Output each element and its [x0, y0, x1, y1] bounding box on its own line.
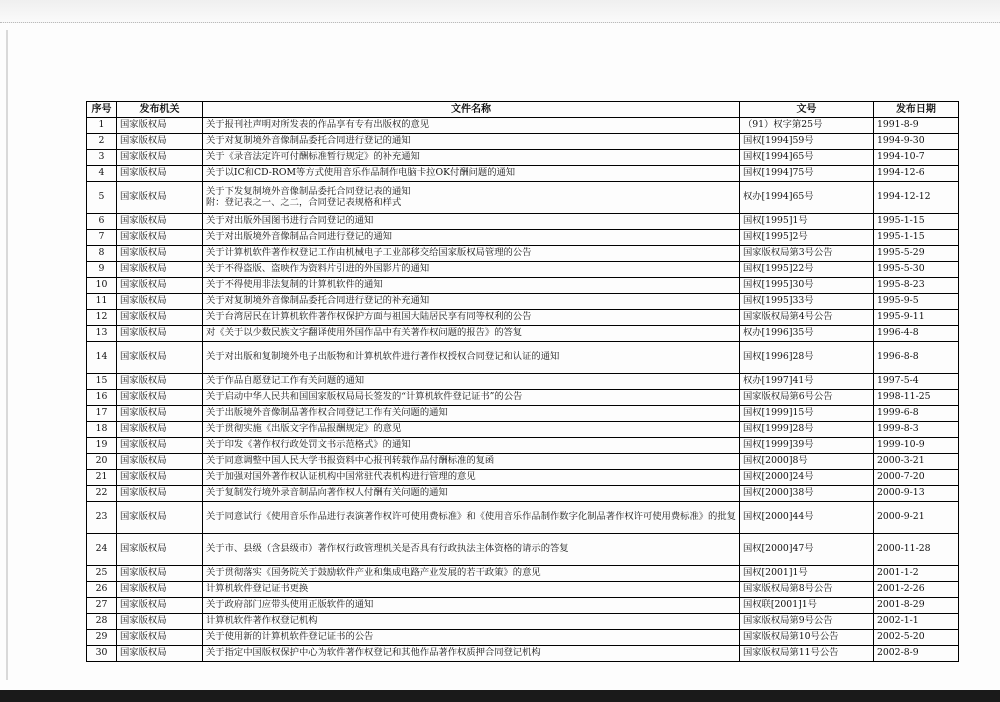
header-no: 序号	[87, 102, 117, 118]
cell-doc-no: 国权[1994]75号	[739, 166, 873, 182]
cell-title: 关于出版境外音像制品著作权合同登记工作有关问题的通知	[203, 406, 740, 422]
cell-title: 关于对出版境外音像制品合同进行登记的通知	[203, 230, 740, 246]
cell-issuer: 国家版权局	[117, 646, 203, 662]
cell-title: 关于启动中华人民共和国国家版权局局长签发的“计算机软件登记证书”的公告	[203, 390, 740, 406]
cell-issuer: 国家版权局	[117, 294, 203, 310]
cell-doc-no: 国权[2000]44号	[739, 502, 873, 534]
cell-no: 8	[87, 246, 117, 262]
cell-title: 关于《录音法定许可付酬标准暂行规定》的补充通知	[203, 150, 740, 166]
cell-issuer: 国家版权局	[117, 214, 203, 230]
cell-doc-no: 国权[1994]65号	[739, 150, 873, 166]
regulations-table	[86, 101, 959, 662]
cell-title: 关于加强对国外著作权认证机构中国常驻代表机构进行管理的意见	[203, 470, 740, 486]
cell-no: 2	[87, 134, 117, 150]
cell-date: 2001-2-26	[873, 582, 958, 598]
table-row	[87, 534, 959, 566]
table-row	[87, 598, 959, 614]
cell-title: 计算机软件登记证书更换	[203, 582, 740, 598]
cell-no: 25	[87, 566, 117, 582]
cell-date: 1996-4-8	[873, 326, 958, 342]
cell-date: 1995-1-15	[873, 214, 958, 230]
cell-doc-no: 国权[1996]28号	[739, 342, 873, 374]
cell-no: 16	[87, 390, 117, 406]
cell-issuer: 国家版权局	[117, 582, 203, 598]
cell-title: 关于对复制境外音像制品委托合同进行登记的补充通知	[203, 294, 740, 310]
table-row	[87, 214, 959, 230]
cell-doc-no: 国权[2000]24号	[739, 470, 873, 486]
cell-doc-no: 国家版权局第9号公告	[739, 614, 873, 630]
cell-doc-no: 国权[2000]47号	[739, 534, 873, 566]
cell-issuer: 国家版权局	[117, 166, 203, 182]
cell-title: 关于台湾居民在计算机软件著作权保护方面与祖国大陆居民享有同等权利的公告	[203, 310, 740, 326]
cell-doc-no: 国权[1999]39号	[739, 438, 873, 454]
cell-title: 计算机软件著作权登记机构	[203, 614, 740, 630]
cell-doc-no: 国家版权局第3号公告	[739, 246, 873, 262]
table-row	[87, 134, 959, 150]
cell-date: 1994-10-7	[873, 150, 958, 166]
cell-issuer: 国家版权局	[117, 390, 203, 406]
cell-date: 1999-10-9	[873, 438, 958, 454]
cell-issuer: 国家版权局	[117, 454, 203, 470]
cell-doc-no: 国权[2001]1号	[739, 566, 873, 582]
cell-issuer: 国家版权局	[117, 246, 203, 262]
cell-doc-no: 国权[1995]1号	[739, 214, 873, 230]
cell-title: 关于印发《著作权行政处罚文书示范格式》的通知	[203, 438, 740, 454]
table-row	[87, 118, 959, 134]
header-date: 发布日期	[873, 102, 958, 118]
cell-doc-no: 权办[1994]65号	[739, 182, 873, 214]
table-row	[87, 566, 959, 582]
cell-doc-no: 国家版权局第10号公告	[739, 630, 873, 646]
cell-no: 17	[87, 406, 117, 422]
table-row	[87, 374, 959, 390]
cell-issuer: 国家版权局	[117, 614, 203, 630]
cell-no: 11	[87, 294, 117, 310]
cell-issuer: 国家版权局	[117, 326, 203, 342]
cell-title: 关于报刊社声明对所发表的作品享有专有出版权的意见	[203, 118, 740, 134]
cell-date: 2000-3-21	[873, 454, 958, 470]
table-row	[87, 278, 959, 294]
cell-no: 19	[87, 438, 117, 454]
cell-date: 2000-9-21	[873, 502, 958, 534]
cell-issuer: 国家版权局	[117, 310, 203, 326]
cell-title: 关于贯彻落实《国务院关于鼓励软件产业和集成电路产业发展的若干政策》的意见	[203, 566, 740, 582]
cell-date: 2002-1-1	[873, 614, 958, 630]
cell-issuer: 国家版权局	[117, 630, 203, 646]
table-row	[87, 310, 959, 326]
table-row	[87, 486, 959, 502]
cell-issuer: 国家版权局	[117, 262, 203, 278]
cell-issuer: 国家版权局	[117, 374, 203, 390]
cell-title: 关于对复制境外音像制品委托合同进行登记的通知	[203, 134, 740, 150]
cell-date: 1995-5-29	[873, 246, 958, 262]
cell-doc-no: 国权[1999]15号	[739, 406, 873, 422]
table-row	[87, 150, 959, 166]
cell-issuer: 国家版权局	[117, 278, 203, 294]
cell-doc-no: 权办[1996]35号	[739, 326, 873, 342]
cell-doc-no: 国家版权局第8号公告	[739, 582, 873, 598]
cell-doc-no: 国家版权局第4号公告	[739, 310, 873, 326]
cell-title: 关于下发复制境外音像制品委托合同登记表的通知 附：登记表之一、之二，合同登记表规格和样式	[203, 182, 740, 214]
table-row	[87, 230, 959, 246]
cell-no: 10	[87, 278, 117, 294]
cell-no: 6	[87, 214, 117, 230]
cell-title: 关于同意试行《使用音乐作品进行表演著作权许可使用费标准》和《使用音乐作品制作数字化制品著作权许可使用费标准》的批复	[203, 502, 740, 534]
table-header-row	[87, 102, 959, 118]
cell-date: 2002-5-20	[873, 630, 958, 646]
cell-doc-no: 国权[1995]22号	[739, 262, 873, 278]
cell-date: 1994-12-12	[873, 182, 958, 214]
cell-doc-no: 国权[1995]2号	[739, 230, 873, 246]
table-row	[87, 470, 959, 486]
cell-no: 14	[87, 342, 117, 374]
cell-date: 1995-1-15	[873, 230, 958, 246]
cell-doc-no: 国权[2000]8号	[739, 454, 873, 470]
cell-no: 4	[87, 166, 117, 182]
table-body	[87, 118, 959, 662]
header-title: 文件名称	[203, 102, 740, 118]
cell-issuer: 国家版权局	[117, 150, 203, 166]
cell-issuer: 国家版权局	[117, 470, 203, 486]
table-row	[87, 182, 959, 214]
cell-title: 关于使用新的计算机软件登记证书的公告	[203, 630, 740, 646]
cell-issuer: 国家版权局	[117, 118, 203, 134]
cell-no: 24	[87, 534, 117, 566]
table-row	[87, 614, 959, 630]
cell-doc-no: 国权[1994]59号	[739, 134, 873, 150]
table-row	[87, 390, 959, 406]
cell-issuer: 国家版权局	[117, 438, 203, 454]
cell-issuer: 国家版权局	[117, 134, 203, 150]
cell-title: 关于贯彻实施《出版文字作品报酬规定》的意见	[203, 422, 740, 438]
cell-title: 关于市、县级（含县级市）著作权行政管理机关是否具有行政执法主体资格的请示的答复	[203, 534, 740, 566]
cell-no: 12	[87, 310, 117, 326]
cell-issuer: 国家版权局	[117, 342, 203, 374]
cell-issuer: 国家版权局	[117, 422, 203, 438]
cell-issuer: 国家版权局	[117, 230, 203, 246]
cell-issuer: 国家版权局	[117, 502, 203, 534]
cell-issuer: 国家版权局	[117, 534, 203, 566]
scan-edge-left	[6, 30, 8, 680]
cell-no: 7	[87, 230, 117, 246]
cell-date: 2000-7-20	[873, 470, 958, 486]
table-row	[87, 454, 959, 470]
cell-date: 1997-5-4	[873, 374, 958, 390]
table-row	[87, 294, 959, 310]
table-row	[87, 342, 959, 374]
cell-issuer: 国家版权局	[117, 486, 203, 502]
cell-title: 关于不得使用非法复制的计算机软件的通知	[203, 278, 740, 294]
cell-issuer: 国家版权局	[117, 406, 203, 422]
cell-no: 22	[87, 486, 117, 502]
table-row	[87, 646, 959, 662]
cell-title: 关于对出版和复制境外电子出版物和计算机软件进行著作权授权合同登记和认证的通知	[203, 342, 740, 374]
cell-title: 关于不得盗版、盗映作为资料片引进的外国影片的通知	[203, 262, 740, 278]
cell-date: 1999-8-3	[873, 422, 958, 438]
cell-issuer: 国家版权局	[117, 598, 203, 614]
cell-title: 关于政府部门应带头使用正版软件的通知	[203, 598, 740, 614]
cell-no: 3	[87, 150, 117, 166]
cell-no: 9	[87, 262, 117, 278]
cell-doc-no: 国家版权局第6号公告	[739, 390, 873, 406]
table-row	[87, 262, 959, 278]
table-row	[87, 422, 959, 438]
cell-title: 关于对出版外国图书进行合同登记的通知	[203, 214, 740, 230]
cell-no: 1	[87, 118, 117, 134]
cell-no: 23	[87, 502, 117, 534]
cell-doc-no: 国权[1995]33号	[739, 294, 873, 310]
cell-doc-no: 权办[1997]41号	[739, 374, 873, 390]
table-row	[87, 630, 959, 646]
cell-title: 关于以IC和CD-ROM等方式使用音乐作品制作电脑卡拉OK付酬问题的通知	[203, 166, 740, 182]
cell-doc-no: 国家版权局第11号公告	[739, 646, 873, 662]
cell-no: 28	[87, 614, 117, 630]
header-doc-no: 文号	[739, 102, 873, 118]
cell-date: 1996-8-8	[873, 342, 958, 374]
cell-title: 对《关于以少数民族文字翻译使用外国作品中有关著作权问题的报告》的答复	[203, 326, 740, 342]
cell-doc-no: 国权[1999]28号	[739, 422, 873, 438]
cell-date: 2001-8-29	[873, 598, 958, 614]
cell-date: 1995-9-11	[873, 310, 958, 326]
cell-date: 1995-5-30	[873, 262, 958, 278]
cell-no: 18	[87, 422, 117, 438]
cell-no: 5	[87, 182, 117, 214]
cell-date: 2002-8-9	[873, 646, 958, 662]
cell-title: 关于复制发行境外录音制品向著作权人付酬有关问题的通知	[203, 486, 740, 502]
cell-doc-no: 国权联[2001]1号	[739, 598, 873, 614]
cell-date: 2000-9-13	[873, 486, 958, 502]
cell-title: 关于作品自愿登记工作有关问题的通知	[203, 374, 740, 390]
cell-no: 29	[87, 630, 117, 646]
table-row	[87, 406, 959, 422]
header-issuer: 发布机关	[117, 102, 203, 118]
cell-issuer: 国家版权局	[117, 566, 203, 582]
table-row	[87, 438, 959, 454]
table-row	[87, 326, 959, 342]
cell-date: 1994-12-6	[873, 166, 958, 182]
scan-margin-top	[0, 0, 1000, 23]
cell-date: 1995-8-23	[873, 278, 958, 294]
table-row	[87, 502, 959, 534]
cell-date: 1991-8-9	[873, 118, 958, 134]
cell-no: 26	[87, 582, 117, 598]
cell-no: 27	[87, 598, 117, 614]
cell-date: 1995-9-5	[873, 294, 958, 310]
cell-date: 2000-11-28	[873, 534, 958, 566]
cell-doc-no: 国权[2000]38号	[739, 486, 873, 502]
cell-no: 15	[87, 374, 117, 390]
scan-margin-bottom	[0, 690, 1000, 702]
cell-no: 30	[87, 646, 117, 662]
cell-no: 21	[87, 470, 117, 486]
cell-title: 关于计算机软件著作权登记工作由机械电子工业部移交给国家版权局管理的公告	[203, 246, 740, 262]
cell-doc-no: （91）权字第25号	[739, 118, 873, 134]
table-row	[87, 166, 959, 182]
cell-issuer: 国家版权局	[117, 182, 203, 214]
cell-date: 1994-9-30	[873, 134, 958, 150]
table-row	[87, 582, 959, 598]
cell-date: 2001-1-2	[873, 566, 958, 582]
cell-date: 1998-11-25	[873, 390, 958, 406]
cell-no: 13	[87, 326, 117, 342]
table-row	[87, 246, 959, 262]
cell-no: 20	[87, 454, 117, 470]
cell-doc-no: 国权[1995]30号	[739, 278, 873, 294]
cell-date: 1999-6-8	[873, 406, 958, 422]
cell-title: 关于指定中国版权保护中心为软件著作权登记和其他作品著作权质押合同登记机构	[203, 646, 740, 662]
cell-title: 关于同意调整中国人民大学书报资料中心报刊转载作品付酬标准的复函	[203, 454, 740, 470]
